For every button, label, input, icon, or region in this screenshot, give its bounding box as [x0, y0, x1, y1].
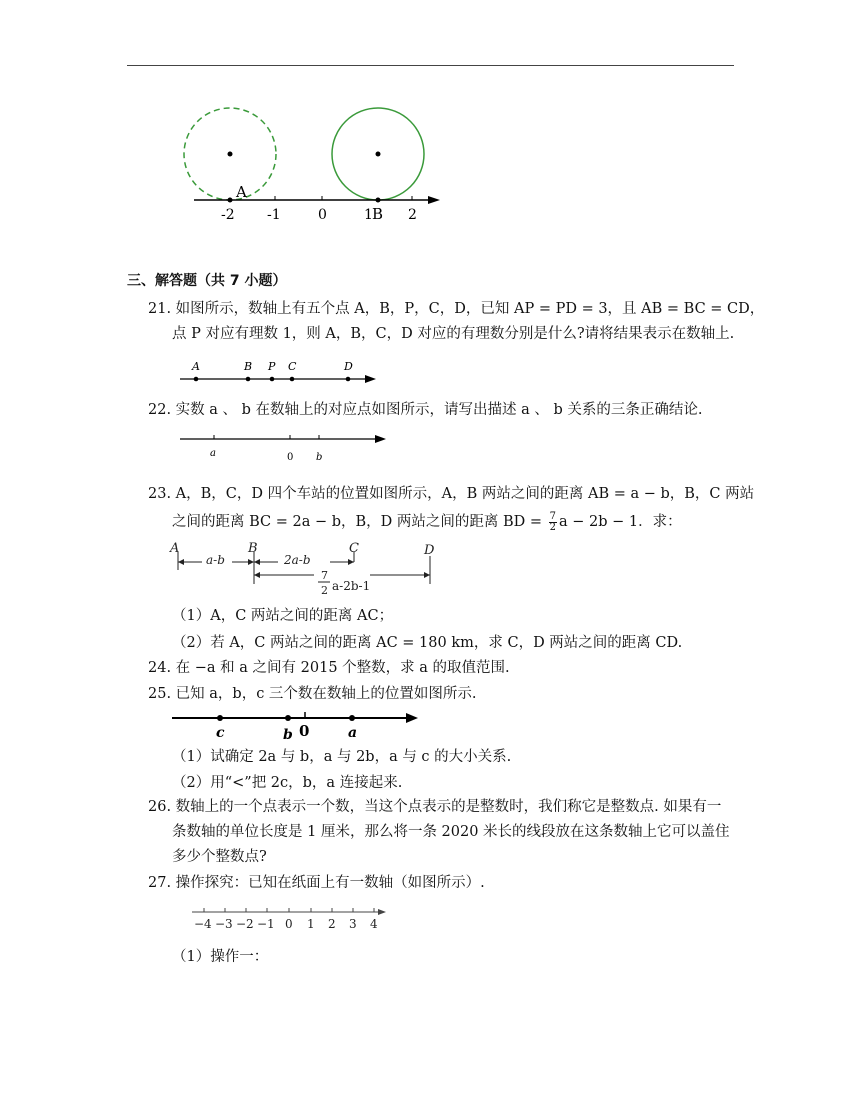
solid-circle-center [376, 152, 381, 157]
point-a-dot [228, 198, 233, 203]
tick-label: -1 [267, 207, 281, 223]
tick-label: 1 [364, 207, 373, 223]
q23-fig-bd-rest: a-2b-1 [332, 579, 371, 593]
q23-line2-post: a − 2b − 1．求： [559, 514, 682, 530]
axis-arrow [428, 196, 440, 204]
q23-frac-den: 2 [549, 521, 557, 533]
q27-fig-label: −3 [215, 917, 233, 931]
point-a-label: A [236, 183, 247, 201]
q27-number-line-figure [190, 904, 390, 936]
q23-fraction [549, 512, 557, 533]
q27-line1: 27. 操作探究：已知在纸面上有一数轴（如图所示）. [148, 875, 485, 891]
q26-line2: 条数轴的单位长度是 1 厘米，那么将一条 2020 米长的线段放在这条数轴上它可以盖住 [172, 824, 730, 840]
section-title: 三、解答题（共 7 小题） [127, 273, 287, 289]
q21-fig-label: D [344, 360, 353, 373]
q22-fig-label: 0 [287, 452, 294, 463]
q23-fig-point: B [248, 541, 258, 556]
q23-frac-num: 7 [549, 510, 557, 522]
q25-fig-label: 0 [299, 722, 310, 740]
q27-fig-label: −4 [194, 917, 212, 931]
q23-line2 [172, 510, 682, 534]
point-b-dot [376, 198, 381, 203]
q21-fig-label: B [244, 360, 253, 373]
q27-fig-label: −2 [236, 917, 254, 931]
q25-fig-label: c [216, 725, 225, 741]
q23-line1: 23. A，B，C，D 四个车站的位置如图所示，A，B 两站之间的距离 AB = a − b，B，C 两站 [148, 486, 755, 502]
q23-fig-point: C [349, 541, 359, 556]
q23-fig-bd-num: 7 [321, 569, 328, 582]
point-b-label: B [372, 205, 384, 223]
q22-line1: 22. 实数 a 、 b 在数轴上的对应点如图所示，请写出描述 a 、 b 关系的三条正确结论. [148, 402, 703, 418]
q22-number-line-figure [176, 428, 391, 468]
q23-line2-pre: 之间的距离 BC = 2a − b，B，D 两站之间的距离 BD = [172, 514, 547, 530]
q23-fig-bc: 2a-b [284, 553, 311, 567]
tick-label: 0 [318, 207, 327, 223]
q22-fig-label: b [316, 452, 323, 463]
q25-sub2: （2）用“<”把 2c，b，a 连接起来. [172, 775, 403, 791]
q25-fig-label: a [348, 725, 358, 741]
q26-line1: 26. 数轴上的一个点表示一个数，当这个点表示的是整数时，我们称它是整数点. 如果有一 [148, 799, 722, 815]
q25-number-line-figure [170, 706, 420, 742]
tick-label: -2 [221, 207, 235, 223]
q21-fig-label: C [288, 360, 297, 373]
q27-fig-label: 4 [370, 917, 378, 931]
q21-fig-label: A [192, 360, 200, 373]
q25-line1: 25. 已知 a，b，c 三个数在数轴上的位置如图所示. [148, 686, 477, 702]
circles-number-line-figure [170, 100, 450, 230]
q27-fig-label: 0 [285, 917, 293, 931]
q25-sub1: （1）试确定 2a 与 b，a 与 2b，a 与 c 的大小关系. [172, 749, 512, 765]
q27-fig-label: −1 [257, 917, 275, 931]
q23-fig-ab: a-b [206, 553, 225, 567]
q22-fig-label: a [210, 448, 216, 459]
q27-fig-label: 3 [349, 917, 357, 931]
header-rule [127, 65, 734, 66]
q21-line2: 点 P 对应有理数 1，则 A，B，C，D 对应的有理数分别是什么?请将结果表示在数轴上. [172, 326, 735, 342]
q23-fig-point: D [424, 543, 435, 558]
q23-sub2: （2）若 A，C 两站之间的距离 AC = 180 km，求 C，D 两站之间的距离 CD. [172, 635, 683, 651]
dashed-circle-center [228, 152, 233, 157]
q27-fig-label: 1 [307, 917, 315, 931]
q21-fig-label: P [268, 360, 276, 373]
q26-line3: 多少个整数点? [172, 849, 267, 865]
q27-fig-label: 2 [328, 917, 336, 931]
q23-fig-bd-den: 2 [321, 584, 328, 597]
q27-sub1: （1）操作一： [172, 949, 269, 965]
tick-label: 2 [408, 207, 417, 223]
q24-line1: 24. 在 −a 和 a 之间有 2015 个整数，求 a 的取值范围. [148, 660, 510, 676]
q25-fig-label: b [283, 727, 293, 742]
q23-stations-figure [166, 538, 446, 598]
q21-number-line-figure [176, 356, 386, 388]
q23-sub1: （1）A，C 两站之间的距离 AC； [172, 608, 394, 624]
q21-line1: 21. 如图所示，数轴上有五个点 A，B，P，C，D，已知 AP = PD = 3，且 AB = BC = CD， [148, 301, 765, 317]
q23-fig-point: A [170, 541, 180, 556]
